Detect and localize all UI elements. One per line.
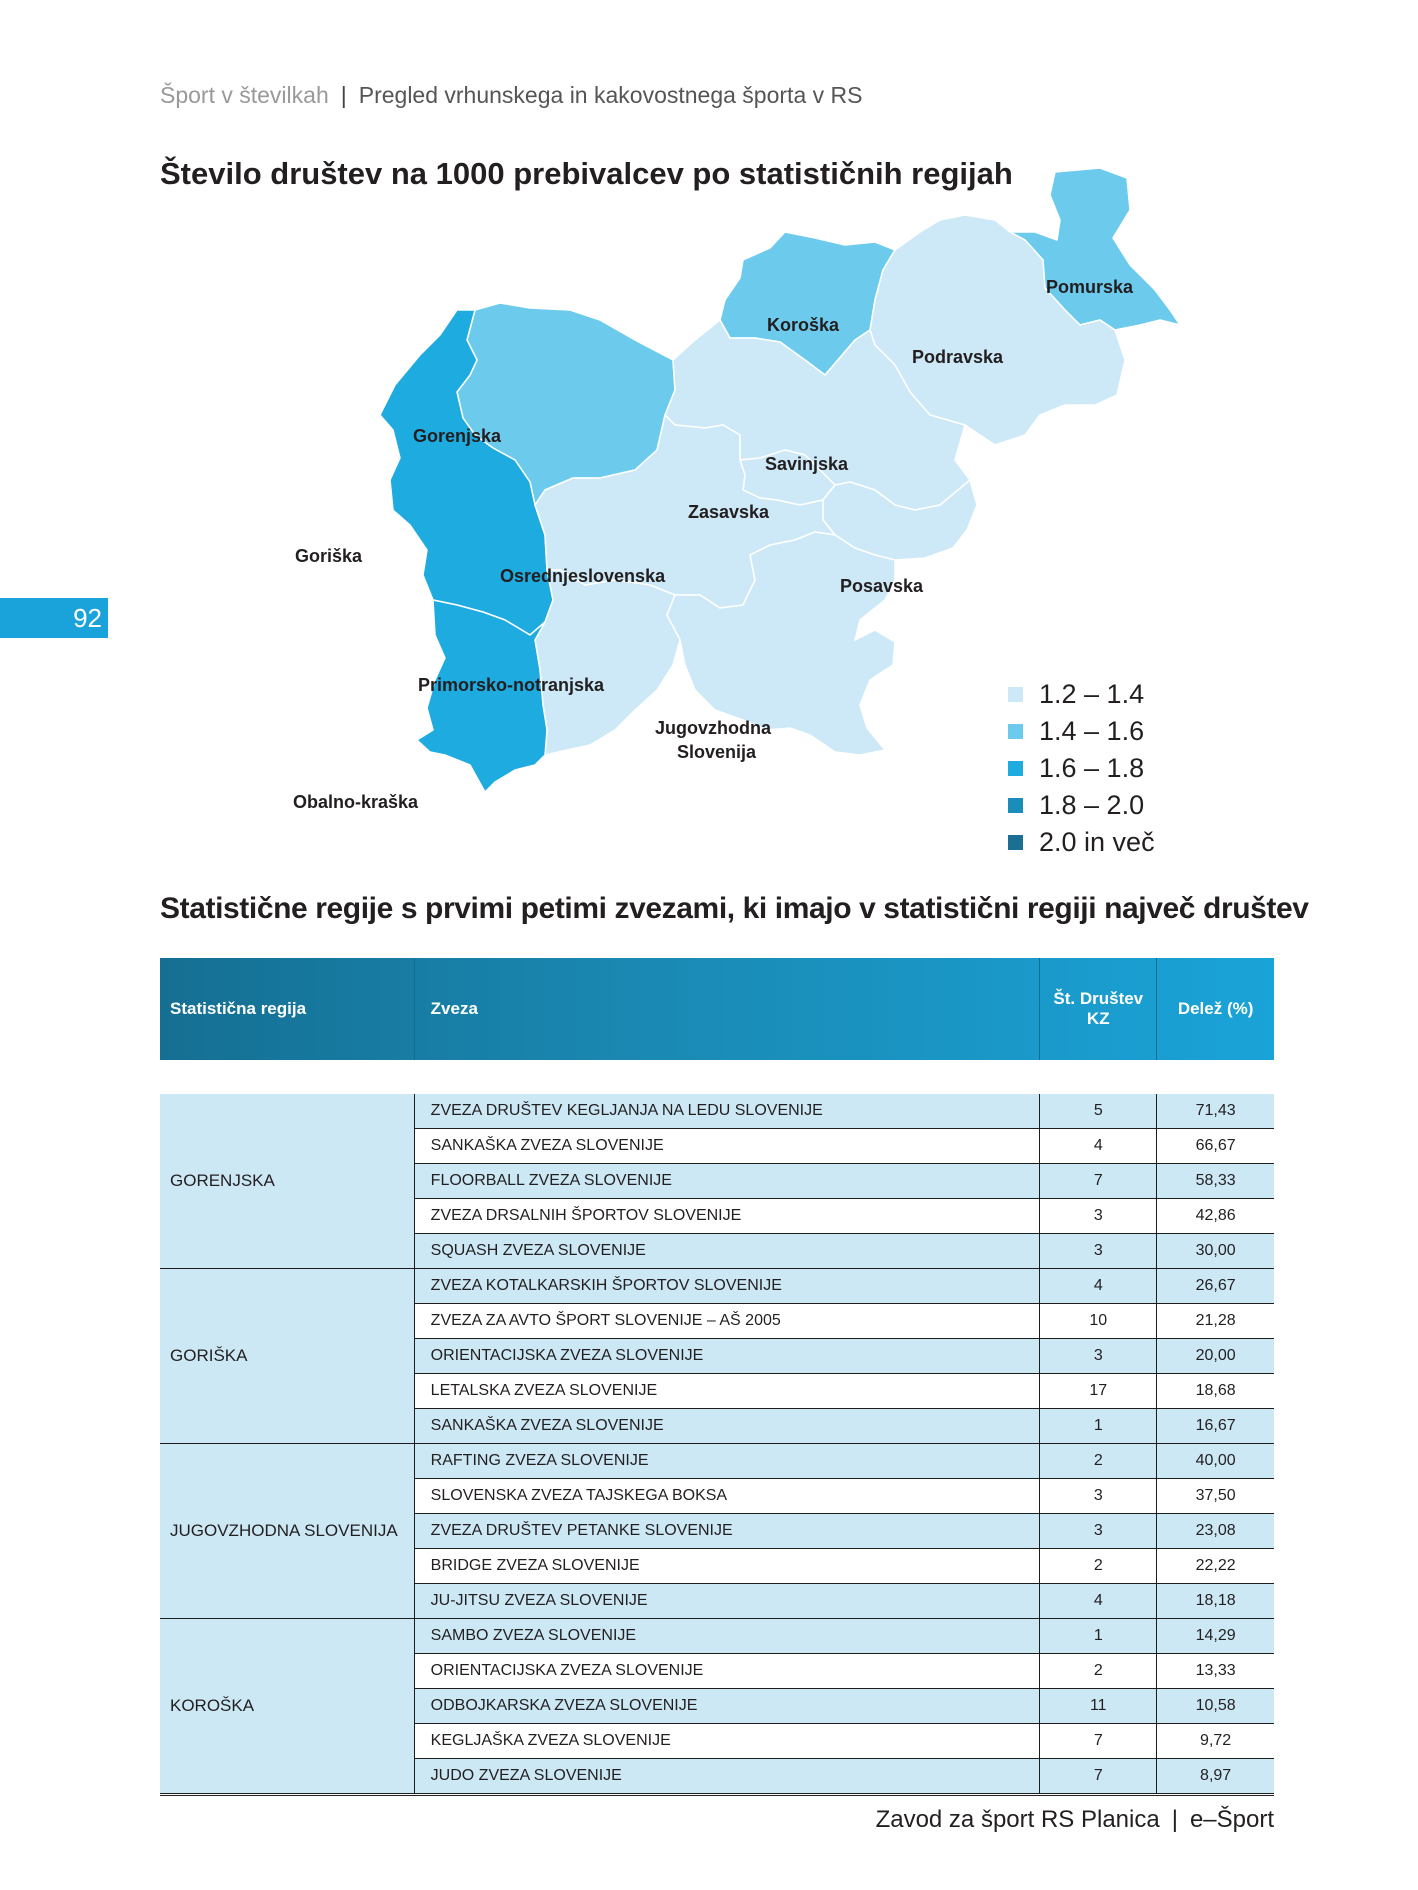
delez-cell: 66,67: [1157, 1129, 1274, 1164]
zveza-cell: ZVEZA DRUŠTEV PETANKE SLOVENIJE: [414, 1514, 1040, 1549]
map-title: Število društev na 1000 prebivalcev po statističnih regijah: [160, 156, 1013, 191]
st-drustev-cell: 2: [1040, 1549, 1157, 1584]
footer-separator: |: [1171, 1806, 1178, 1833]
delez-cell: 71,43: [1157, 1094, 1274, 1129]
header-publication: Pregled vrhunskega in kakovostnega športa v RS: [358, 82, 863, 108]
table-row: [160, 1619, 1274, 1654]
federations-table: [160, 958, 1274, 1794]
label-koroska: Koroška: [767, 315, 840, 335]
header-delez: Delež (%): [1177, 999, 1254, 1018]
legend-swatch: [1008, 724, 1023, 739]
zveza-cell: ZVEZA DRSALNIH ŠPORTOV SLOVENIJE: [414, 1199, 1040, 1234]
delez-cell: 18,18: [1157, 1584, 1274, 1619]
footer-publisher: Zavod za šport RS Planica: [875, 1806, 1160, 1833]
label-podravska: Podravska: [912, 347, 1004, 367]
header-st-drustev-line2: KZ: [1086, 1009, 1110, 1028]
footer-series: e–Šport: [1189, 1806, 1274, 1833]
zveza-cell: SQUASH ZVEZA SLOVENIJE: [414, 1234, 1040, 1269]
header-separator: |: [340, 82, 347, 108]
label-primorsko-notranjska: Primorsko-notranjska: [418, 675, 605, 695]
zveza-cell: BRIDGE ZVEZA SLOVENIJE: [414, 1549, 1040, 1584]
delez-cell: 42,86: [1157, 1199, 1274, 1234]
legend-item: [1008, 713, 1155, 750]
header-st-drustev-line1: Št. Društev: [1053, 989, 1144, 1008]
table-spacer: [160, 1060, 1274, 1094]
delez-cell: 14,29: [1157, 1619, 1274, 1654]
st-drustev-cell: 3: [1040, 1234, 1157, 1269]
header-section: Šport v številkah: [160, 82, 329, 108]
header-zveza: Zveza: [414, 958, 1040, 1060]
zveza-cell: JUDO ZVEZA SLOVENIJE: [414, 1759, 1040, 1794]
st-drustev-cell: 11: [1040, 1689, 1157, 1724]
delez-cell: 22,22: [1157, 1549, 1274, 1584]
table-title: Statistične regije s prvimi petimi zvezami, ki imajo v statistični regiji največ društev: [160, 892, 1309, 925]
delez-cell: 23,08: [1157, 1514, 1274, 1549]
label-pomurska: Pomurska: [1046, 277, 1134, 297]
st-drustev-cell: 4: [1040, 1269, 1157, 1304]
st-drustev-cell: 2: [1040, 1444, 1157, 1479]
header-region: Statistična regija: [160, 958, 414, 1060]
table-body: [160, 1094, 1274, 1794]
zveza-cell: ORIENTACIJSKA ZVEZA SLOVENIJE: [414, 1339, 1040, 1374]
legend-swatch: [1008, 687, 1023, 702]
zveza-cell: SAMBO ZVEZA SLOVENIJE: [414, 1619, 1040, 1654]
delez-cell: 58,33: [1157, 1164, 1274, 1199]
zveza-cell: KEGLJAŠKA ZVEZA SLOVENIJE: [414, 1724, 1040, 1759]
zveza-cell: SANKAŠKA ZVEZA SLOVENIJE: [414, 1409, 1040, 1444]
zveza-cell: SLOVENSKA ZVEZA TAJSKEGA BOKSA: [414, 1479, 1040, 1514]
region-cell: GORIŠKA: [160, 1269, 414, 1444]
footer-divider: [160, 1795, 1274, 1796]
st-drustev-cell: 17: [1040, 1374, 1157, 1409]
map-legend: [1008, 676, 1155, 861]
legend-item: [1008, 787, 1155, 824]
label-gorenjska: Gorenjska: [413, 426, 502, 446]
delez-cell: 30,00: [1157, 1234, 1274, 1269]
zveza-cell: ORIENTACIJSKA ZVEZA SLOVENIJE: [414, 1654, 1040, 1689]
zveza-cell: ZVEZA ZA AVTO ŠPORT SLOVENIJE – AŠ 2005: [414, 1304, 1040, 1339]
st-drustev-cell: 3: [1040, 1479, 1157, 1514]
page-footer: [876, 1806, 1274, 1834]
legend-item: [1008, 676, 1155, 713]
delez-cell: 10,58: [1157, 1689, 1274, 1724]
delez-cell: 21,28: [1157, 1304, 1274, 1339]
st-drustev-cell: 3: [1040, 1199, 1157, 1234]
legend-label: 1.8 – 2.0: [1039, 790, 1145, 820]
header-st-drustev: [1040, 958, 1157, 1060]
delez-cell: 20,00: [1157, 1339, 1274, 1374]
st-drustev-cell: 2: [1040, 1654, 1157, 1689]
label-zasavska: Zasavska: [688, 502, 770, 522]
region-cell: JUGOVZHODNA SLOVENIJA: [160, 1444, 414, 1619]
delez-cell: 13,33: [1157, 1654, 1274, 1689]
legend-swatch: [1008, 835, 1023, 850]
label-jugovzhodna: Jugovzhodna: [655, 718, 771, 738]
delez-cell: 37,50: [1157, 1479, 1274, 1514]
delez-cell: 40,00: [1157, 1444, 1274, 1479]
st-drustev-cell: 1: [1040, 1619, 1157, 1654]
zveza-cell: FLOORBALL ZVEZA SLOVENIJE: [414, 1164, 1040, 1199]
table-row: [160, 1269, 1274, 1304]
delez-cell: 8,97: [1157, 1759, 1274, 1794]
page-header: [160, 82, 862, 109]
zveza-cell: ZVEZA KOTALKARSKIH ŠPORTOV SLOVENIJE: [414, 1269, 1040, 1304]
legend-item: [1008, 750, 1155, 787]
legend-item: [1008, 824, 1155, 861]
zveza-cell: ZVEZA DRUŠTEV KEGLJANJA NA LEDU SLOVENIJE: [414, 1094, 1040, 1129]
label-osrednjeslovenska: Osrednjeslovenska: [500, 566, 666, 586]
legend-swatch: [1008, 798, 1023, 813]
st-drustev-cell: 7: [1040, 1724, 1157, 1759]
region-cell: GORENJSKA: [160, 1094, 414, 1269]
delez-cell: 16,67: [1157, 1409, 1274, 1444]
delez-cell: 26,67: [1157, 1269, 1274, 1304]
delez-cell: 9,72: [1157, 1724, 1274, 1759]
st-drustev-cell: 4: [1040, 1584, 1157, 1619]
st-drustev-cell: 4: [1040, 1129, 1157, 1164]
st-drustev-cell: 7: [1040, 1164, 1157, 1199]
table-row: [160, 1094, 1274, 1129]
legend-label: 1.4 – 1.6: [1039, 716, 1145, 746]
label-obalno-kraska: Obalno-kraška: [293, 792, 419, 812]
st-drustev-cell: 5: [1040, 1094, 1157, 1129]
page-number: 92: [0, 598, 108, 638]
delez-cell: 18,68: [1157, 1374, 1274, 1409]
st-drustev-cell: 7: [1040, 1759, 1157, 1794]
zveza-cell: SANKAŠKA ZVEZA SLOVENIJE: [414, 1129, 1040, 1164]
st-drustev-cell: 3: [1040, 1339, 1157, 1374]
legend-label: 1.2 – 1.4: [1039, 679, 1145, 709]
label-savinjska: Savinjska: [765, 454, 849, 474]
zveza-cell: LETALSKA ZVEZA SLOVENIJE: [414, 1374, 1040, 1409]
st-drustev-cell: 3: [1040, 1514, 1157, 1549]
legend-label: 1.6 – 1.8: [1039, 753, 1145, 783]
region-cell: KOROŠKA: [160, 1619, 414, 1794]
zveza-cell: RAFTING ZVEZA SLOVENIJE: [414, 1444, 1040, 1479]
table-header-row: [160, 958, 1274, 1060]
legend-label: 2.0 in več: [1039, 827, 1155, 857]
zveza-cell: ODBOJKARSKA ZVEZA SLOVENIJE: [414, 1689, 1040, 1724]
st-drustev-cell: 10: [1040, 1304, 1157, 1339]
label-goriska: Goriška: [295, 546, 363, 566]
legend-swatch: [1008, 761, 1023, 776]
label-posavska: Posavska: [840, 576, 924, 596]
st-drustev-cell: 1: [1040, 1409, 1157, 1444]
label-slovenija: Slovenija: [677, 742, 757, 762]
table-row: [160, 1444, 1274, 1479]
zveza-cell: JU-JITSU ZVEZA SLOVENIJE: [414, 1584, 1040, 1619]
